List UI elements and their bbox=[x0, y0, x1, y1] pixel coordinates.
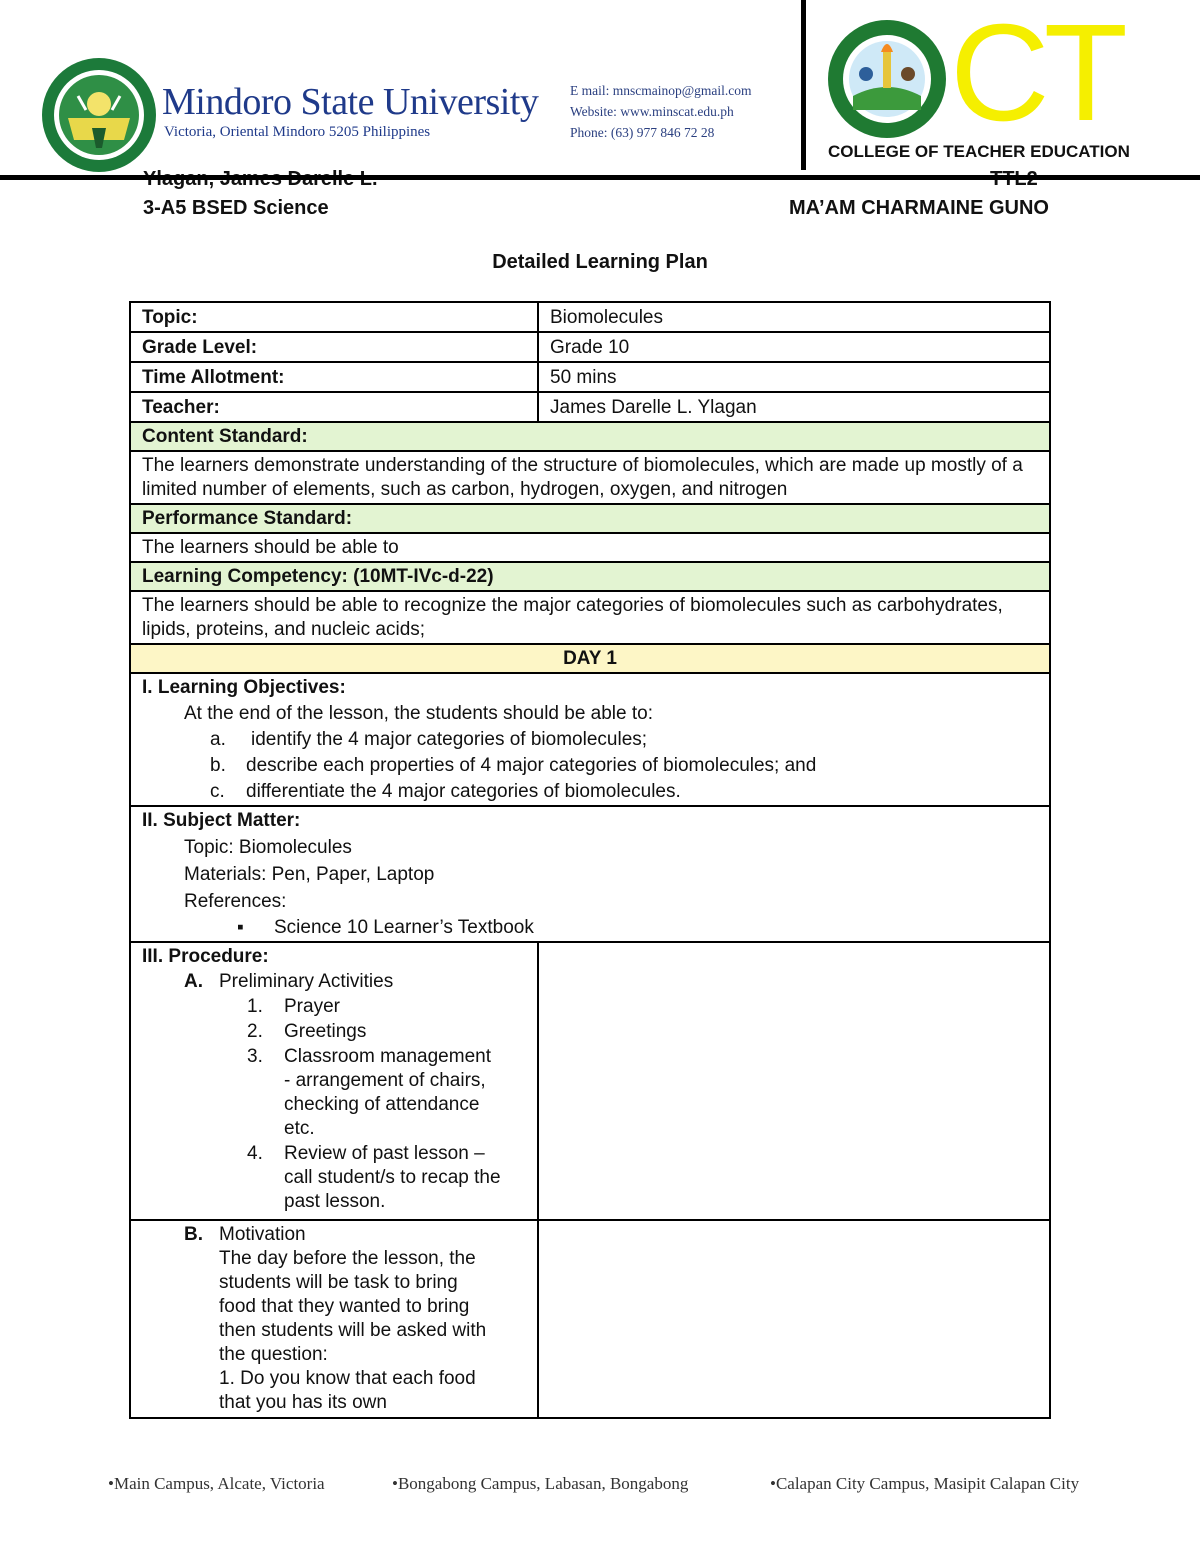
time-allotment-label: Time Allotment: bbox=[130, 362, 538, 392]
document-title: Detailed Learning Plan bbox=[492, 251, 708, 273]
table-row bbox=[130, 942, 1050, 1220]
table-row bbox=[130, 562, 1050, 591]
procedure-cell bbox=[130, 942, 538, 1220]
table-row bbox=[130, 533, 1050, 562]
day-heading: DAY 1 bbox=[130, 644, 1050, 673]
step-text: Greetings bbox=[284, 1021, 367, 1042]
table-row bbox=[130, 673, 1050, 806]
university-contact bbox=[570, 80, 752, 143]
objective-text: describe each properties of 4 major categories of biomolecules; and bbox=[246, 755, 817, 776]
motivation-heading bbox=[142, 1223, 537, 1247]
topic-label: Topic: bbox=[130, 302, 538, 332]
university-address: Victoria, Oriental Mindoro 5205 Philippines bbox=[164, 124, 431, 140]
step-text: Prayer bbox=[284, 996, 340, 1017]
table-row bbox=[130, 422, 1050, 451]
table-row bbox=[130, 392, 1050, 422]
motivation-line: then students will be asked with bbox=[219, 1320, 487, 1341]
list-item bbox=[142, 754, 1049, 778]
footer-campus-main: •Main Campus, Alcate, Victoria bbox=[108, 1474, 325, 1493]
motivation-line: that you has its own bbox=[219, 1392, 387, 1413]
procedure-teacher-activity-cell bbox=[538, 942, 1050, 1220]
learning-plan-table bbox=[129, 301, 1051, 1419]
motivation-line: the question: bbox=[219, 1344, 328, 1365]
step-text: Classroom management bbox=[284, 1046, 491, 1067]
reference-text: Science 10 Learner’s Textbook bbox=[274, 917, 534, 938]
table-row bbox=[130, 362, 1050, 392]
motivation-line: food that they wanted to bring bbox=[219, 1296, 470, 1317]
step-marker: 2. bbox=[247, 1021, 263, 1042]
content-standard-label: Content Standard: bbox=[130, 422, 1050, 451]
header-divider-vertical bbox=[801, 0, 806, 170]
step-text: checking of attendance bbox=[284, 1094, 480, 1115]
subject-matter-heading: II. Subject Matter: bbox=[142, 810, 301, 831]
motivation-line: students will be task to bring bbox=[219, 1272, 458, 1293]
table-row bbox=[130, 591, 1050, 644]
step-text: past lesson. bbox=[284, 1191, 386, 1212]
list-item bbox=[142, 1020, 537, 1044]
university-seal bbox=[40, 56, 158, 174]
objective-marker: c. bbox=[210, 781, 225, 802]
objective-text: differentiate the 4 major categories of biomolecules. bbox=[246, 781, 681, 802]
objective-marker: b. bbox=[210, 755, 226, 776]
college-mark: CT bbox=[950, 0, 1122, 150]
table-row bbox=[130, 332, 1050, 362]
motivation-cell bbox=[130, 1220, 538, 1418]
contact-website: Website: www.minscat.edu.ph bbox=[570, 104, 734, 119]
learning-objectives-heading: I. Learning Objectives: bbox=[142, 677, 346, 698]
table-row bbox=[130, 644, 1050, 673]
college-name: COLLEGE OF TEACHER EDUCATION bbox=[828, 142, 1130, 161]
contact-phone: Phone: (63) 977 846 72 28 bbox=[570, 125, 715, 140]
time-allotment-value: 50 mins bbox=[538, 362, 1050, 392]
table-row bbox=[130, 302, 1050, 332]
table-row bbox=[130, 504, 1050, 533]
header-divider-horizontal bbox=[0, 175, 1200, 180]
step-marker: 4. bbox=[247, 1143, 263, 1164]
step-text: etc. bbox=[284, 1118, 315, 1139]
preliminary-activities bbox=[142, 970, 537, 994]
topic-value: Biomolecules bbox=[538, 302, 1050, 332]
footer-campus-calapan: •Calapan City Campus, Masipit Calapan City bbox=[770, 1474, 1080, 1493]
motivation-title: Motivation bbox=[219, 1224, 306, 1245]
motivation-teacher-activity-cell bbox=[538, 1220, 1050, 1418]
preliminary-title: Preliminary Activities bbox=[219, 971, 394, 992]
content-standard-text: The learners demonstrate understanding of the structure of biomolecules, which are made up mostly of a limited number of elements, such as carbon, hydrogen, oxygen, and nitrogen bbox=[130, 451, 1050, 504]
subject-materials: Materials: Pen, Paper, Laptop bbox=[184, 864, 435, 885]
motivation-marker: B. bbox=[184, 1224, 203, 1245]
table-row bbox=[130, 451, 1050, 504]
step-text: - arrangement of chairs, bbox=[284, 1070, 486, 1091]
learning-objectives-cell bbox=[130, 673, 1050, 806]
list-item bbox=[142, 995, 537, 1019]
preliminary-marker: A. bbox=[184, 971, 203, 992]
list-item bbox=[142, 1045, 537, 1141]
table-row bbox=[130, 1220, 1050, 1418]
learning-competency-text: The learners should be able to recognize the major categories of biomolecules such as carbohydrates, lipids, proteins, and nucleic acids; bbox=[130, 591, 1050, 644]
footer-campus-bongabong: •Bongabong Campus, Labasan, Bongabong bbox=[392, 1474, 689, 1493]
list-item bbox=[142, 780, 1049, 804]
instructor-name: MA’AM CHARMAINE GUNO bbox=[789, 197, 1049, 219]
grade-level-label: Grade Level: bbox=[130, 332, 538, 362]
subject-matter-cell bbox=[130, 806, 1050, 942]
objective-marker: a. bbox=[210, 729, 226, 750]
procedure-heading: III. Procedure: bbox=[142, 946, 269, 967]
objective-text: identify the 4 major categories of biomolecules; bbox=[251, 729, 648, 750]
list-item bbox=[142, 916, 1049, 940]
step-text: call student/s to recap the bbox=[284, 1167, 501, 1188]
teacher-label: Teacher: bbox=[130, 392, 538, 422]
motivation-line: The day before the lesson, the bbox=[219, 1248, 476, 1269]
step-marker: 3. bbox=[247, 1046, 263, 1067]
motivation-line: 1. Do you know that each food bbox=[219, 1368, 476, 1389]
list-item bbox=[142, 728, 1049, 752]
contact-email: E mail: mnscmainop@gmail.com bbox=[570, 83, 752, 98]
subject-topic: Topic: Biomolecules bbox=[184, 837, 352, 858]
table-row bbox=[130, 806, 1050, 942]
motivation-body bbox=[142, 1247, 537, 1415]
college-seal bbox=[826, 18, 948, 140]
bullet-icon: ▪ bbox=[237, 917, 244, 938]
step-text: Review of past lesson – bbox=[284, 1143, 485, 1164]
list-item bbox=[142, 1142, 537, 1214]
grade-level-value: Grade 10 bbox=[538, 332, 1050, 362]
step-marker: 1. bbox=[247, 996, 263, 1017]
learning-competency-label: Learning Competency: (10MT-IVc-d-22) bbox=[130, 562, 1050, 591]
university-name: Mindoro State University bbox=[162, 81, 539, 123]
performance-standard-text: The learners should be able to bbox=[130, 533, 1050, 562]
objectives-intro: At the end of the lesson, the students should be able to: bbox=[184, 703, 653, 724]
subject-references-label: References: bbox=[184, 891, 287, 912]
student-section: 3-A5 BSED Science bbox=[143, 197, 329, 219]
teacher-value: James Darelle L. Ylagan bbox=[538, 392, 1050, 422]
performance-standard-label: Performance Standard: bbox=[130, 504, 1050, 533]
